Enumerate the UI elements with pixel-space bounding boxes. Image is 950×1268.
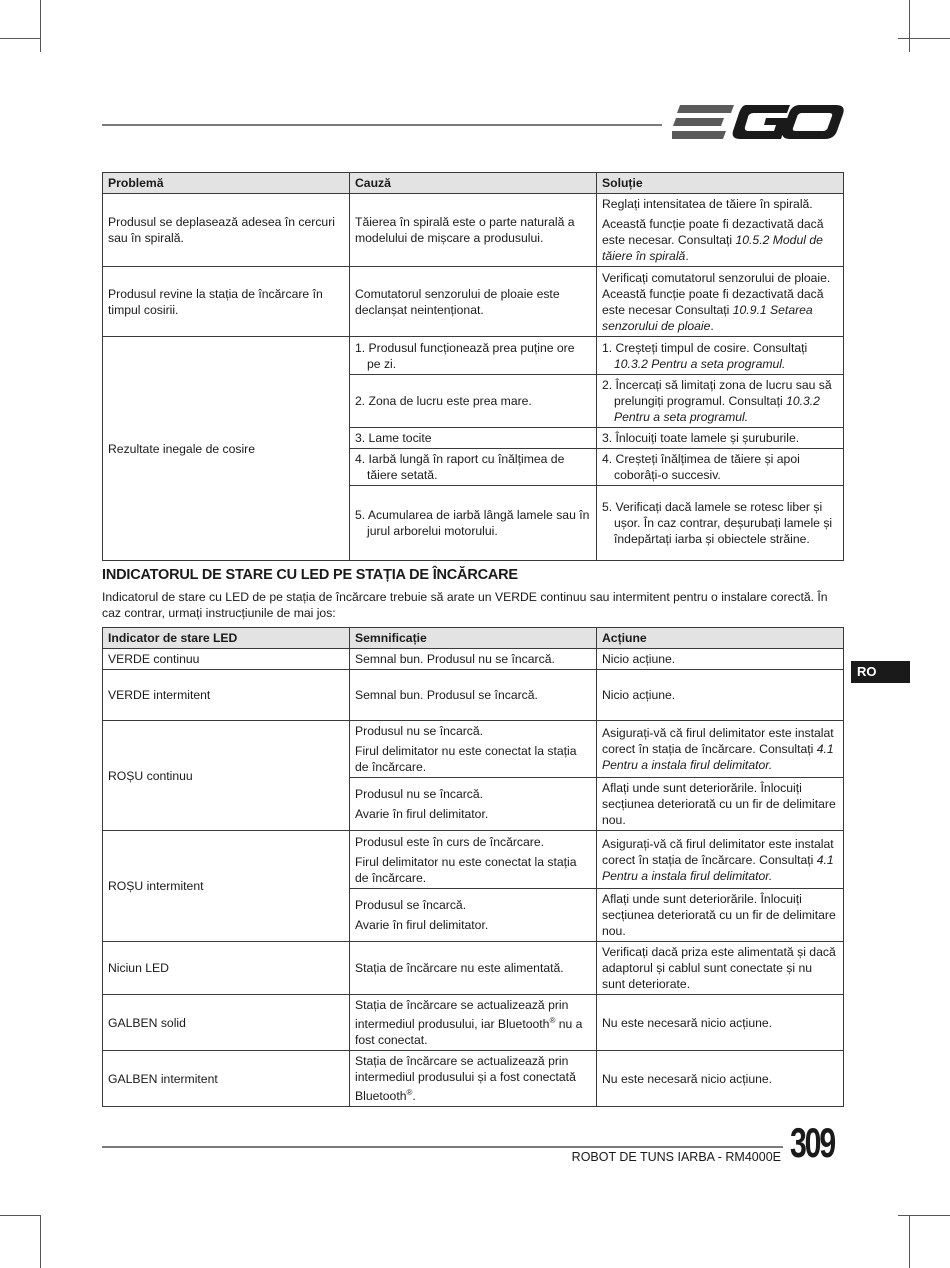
- language-tab: RO: [851, 661, 910, 683]
- meaning-cell: [350, 721, 597, 778]
- meaning-text: .: [412, 1089, 416, 1104]
- header-rule: [102, 124, 662, 126]
- solution-text: [602, 216, 838, 264]
- crop-mark: [909, 0, 910, 52]
- crop-mark: [898, 38, 950, 39]
- meaning-text: Produsul nu se încarcă.: [355, 724, 484, 738]
- table-row: [103, 267, 844, 337]
- action-cell: Nu este necesară nicio acțiune.: [597, 1051, 844, 1107]
- crop-mark: [40, 1215, 41, 1268]
- meaning-cell: [350, 889, 597, 942]
- solution-text: Această funcție poate fi dezactivată dacă este necesar. Consultați: [602, 217, 824, 247]
- troubleshooting-table: [102, 172, 844, 561]
- meaning-cell: [350, 778, 597, 831]
- solution-cell: [597, 449, 844, 486]
- cause-cell: [350, 428, 597, 449]
- table-row: [103, 721, 844, 778]
- solution-text: [602, 340, 838, 372]
- indicator-cell: GALBEN intermitent: [103, 1051, 350, 1107]
- table-row: [103, 670, 844, 721]
- indicator-cell: Niciun LED: [103, 942, 350, 995]
- cause-text: 4. Iarbă lungă în raport cu înălțimea de tăiere setată.: [355, 452, 565, 482]
- solution-text: 3. Înlocuiți toate lamele și șuruburile.: [602, 431, 800, 445]
- meaning-text: Firul delimitator nu este conectat la stația de încărcare.: [355, 744, 577, 774]
- indicator-cell: VERDE intermitent: [103, 670, 350, 721]
- action-text: Asigurați-vă că firul delimitator este instalat corect în stația de încărcare. Consultați: [602, 836, 834, 867]
- cause-text: 3. Lame tocite: [355, 431, 432, 445]
- solution-text: Reglați intensitatea de tăiere în spirală.: [602, 197, 813, 211]
- column-header: Problemă: [103, 173, 350, 194]
- indicator-cell: ROȘU continuu: [103, 721, 350, 831]
- cause-text: 2. Zona de lucru este prea mare.: [355, 394, 532, 408]
- meaning-cell: [350, 1051, 597, 1107]
- solution-text: [602, 377, 838, 425]
- registered-mark: ®: [549, 1016, 556, 1025]
- meaning-cell: Semnal bun. Produsul nu se încarcă.: [350, 649, 597, 670]
- solution-text: 5. Verificați dacă lamele se rotesc liber și ușor. În caz contrar, deșurubați lamele și îndepărtați iarba și obiectele străine.: [602, 500, 833, 546]
- indicator-cell: GALBEN solid: [103, 995, 350, 1051]
- column-header: Semnificație: [350, 628, 597, 649]
- table-row: [103, 831, 844, 889]
- meaning-text: Avarie în firul delimitator.: [355, 918, 489, 932]
- solution-cell: [597, 194, 844, 267]
- meaning-text: Avarie în firul delimitator.: [355, 807, 489, 821]
- meaning-text: Produsul se încarcă.: [355, 898, 467, 912]
- solution-cell: [597, 337, 844, 375]
- action-text: Asigurați-vă că firul delimitator este instalat corect în stația de încărcare. Consultați: [602, 726, 834, 756]
- solution-cell: [597, 428, 844, 449]
- action-cell: Verificați dacă priza este alimentată și dacă adaptorul și cablul sunt conectate și nu sunt deteriorate.: [597, 942, 844, 995]
- meaning-cell: [350, 831, 597, 889]
- solution-text: Verificați comutatorul senzorului de ploaie. Această funcție poate fi dezactivată dacă este necesar Consultați: [602, 270, 831, 317]
- table-row: [103, 1051, 844, 1107]
- table-row: [103, 337, 844, 375]
- cross-reference: 10.5.2 Modul de tăiere în spirală: [602, 233, 823, 263]
- table-row: [103, 649, 844, 670]
- meaning-text: Stația de încărcare se actualizează prin intermediul produsului, iar Bluetooth: [355, 998, 569, 1032]
- meaning-cell: Semnal bun. Produsul se încarcă.: [350, 670, 597, 721]
- action-cell: [597, 831, 844, 889]
- meaning-cell: [350, 995, 597, 1051]
- footer-title: ROBOT DE TUNS IARBA - RM4000E: [571, 1150, 781, 1164]
- column-header: Acțiune: [597, 628, 844, 649]
- footer-rule: [102, 1146, 783, 1148]
- crop-mark: [898, 1215, 950, 1216]
- column-header: Soluție: [597, 173, 844, 194]
- solution-text: .: [710, 318, 714, 333]
- cross-reference: 10.3.2 Pentru a seta programul.: [614, 394, 820, 424]
- column-header: Cauză: [350, 173, 597, 194]
- indicator-cell: VERDE continuu: [103, 649, 350, 670]
- solution-text: .: [685, 249, 689, 263]
- indicator-cell: ROȘU intermitent: [103, 831, 350, 942]
- cross-reference: 10.9.1 Setarea senzorului de ploaie: [602, 302, 813, 333]
- action-cell: Nicio acțiune.: [597, 649, 844, 670]
- led-status-table: [102, 627, 844, 1107]
- section-intro: Indicatorul de stare cu LED de pe stația de încărcare trebuie să arate un VERDE continuu sau intermitent pentru o instalare corectă. În caz contrar, urmați instrucțiunile de mai jos:: [102, 590, 828, 620]
- meaning-text: nu a fost conectat.: [355, 1017, 583, 1048]
- problem-cell: Rezultate inegale de cosire: [103, 337, 350, 561]
- table-row: [103, 942, 844, 995]
- solution-cell: [597, 375, 844, 428]
- action-cell: Nicio acțiune.: [597, 670, 844, 721]
- cause-cell: [350, 486, 597, 561]
- meaning-cell: Stația de încărcare nu este alimentată.: [350, 942, 597, 995]
- table-row: [103, 995, 844, 1051]
- cross-reference: 4.1 Pentru a instala firul delimitator.: [602, 742, 834, 772]
- solution-text: 1. Creșteți timpul de cosire. Consultați: [602, 340, 808, 355]
- registered-mark: ®: [406, 1088, 413, 1098]
- column-header: Indicator de stare LED: [103, 628, 350, 649]
- cause-cell: [350, 337, 597, 375]
- crop-mark: [0, 1215, 40, 1216]
- solution-text: 2. Încercați să limitați zona de lucru sau să prelungiți programul. Consultați: [602, 378, 832, 408]
- cross-reference: 4.1 Pentru a instala firul delimitator.: [602, 852, 834, 883]
- table-header-row: [103, 173, 844, 194]
- action-cell: Aflați unde sunt deteriorările. Înlocuiți secțiunea deteriorată cu un fir de delimitare nou.: [597, 889, 844, 942]
- cause-cell: [350, 449, 597, 486]
- table-row: [103, 194, 844, 267]
- ego-logo: [672, 103, 844, 143]
- crop-mark: [909, 1215, 910, 1268]
- meaning-text: Produsul este în curs de încărcare.: [355, 834, 545, 849]
- crop-mark: [40, 0, 41, 52]
- cause-cell: Comutatorul senzorului de ploaie este declanșat neintenționat.: [350, 267, 597, 337]
- cause-text: 1. Produsul funcționează prea puține ore pe zi.: [355, 340, 575, 371]
- problem-cell: Produsul se deplasează adesea în cercuri sau în spirală.: [103, 194, 350, 267]
- cause-text: 5. Acumularea de iarbă lângă lamele sau în jurul arborelui motorului.: [355, 508, 590, 538]
- meaning-text: Produsul nu se încarcă.: [355, 787, 484, 801]
- problem-cell: Produsul revine la stația de încărcare în timpul cosirii.: [103, 267, 350, 337]
- table-header-row: [103, 628, 844, 649]
- cross-reference: 10.3.2 Pentru a seta programul.: [614, 356, 786, 371]
- crop-mark: [0, 38, 40, 39]
- section-title: INDICATORUL DE STARE CU LED PE STAȚIA DE ÎNCĂRCARE: [102, 567, 518, 583]
- cause-cell: [350, 375, 597, 428]
- solution-cell: [597, 486, 844, 561]
- cause-cell: Tăierea în spirală este o parte naturală a modelului de mișcare a produsului.: [350, 194, 597, 267]
- page-number: 309: [790, 1119, 834, 1166]
- action-cell: Aflați unde sunt deteriorările. Înlocuiți secțiunea deteriorată cu un fir de delimitare nou.: [597, 778, 844, 831]
- meaning-text: Firul delimitator nu este conectat la stația de încărcare.: [355, 854, 577, 885]
- solution-text: 4. Creșteți înălțimea de tăiere și apoi coborâți-o succesiv.: [602, 452, 800, 482]
- solution-cell: [597, 267, 844, 337]
- action-cell: [597, 721, 844, 778]
- action-cell: Nu este necesară nicio acțiune.: [597, 995, 844, 1051]
- meaning-text: Stația de încărcare se actualizează prin intermediul produsului și a fost conectată Bluetooth: [355, 1054, 576, 1104]
